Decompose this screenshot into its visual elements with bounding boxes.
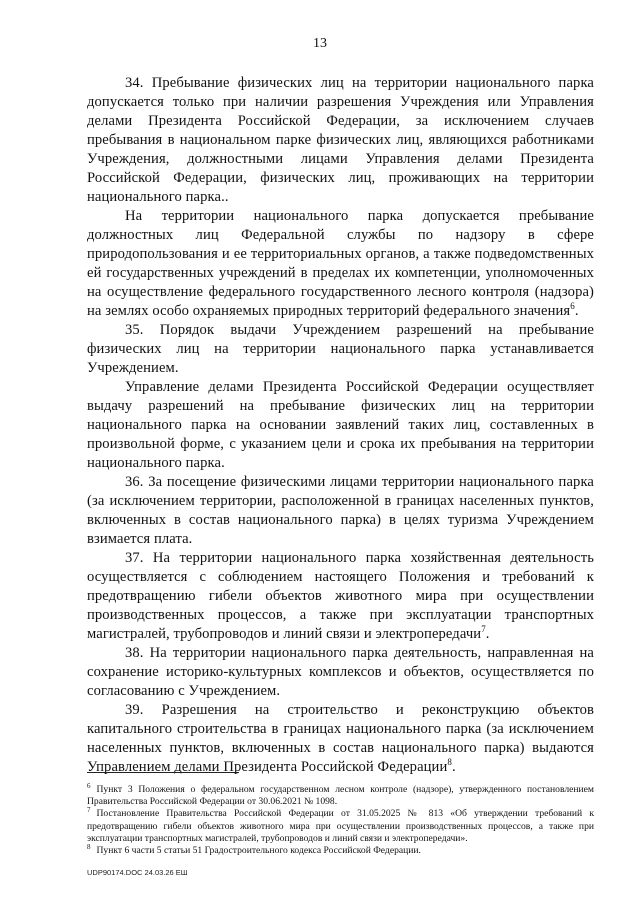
page-number: 13 (313, 36, 327, 51)
paragraph-36: 36. За посещение физическими лицами территории национального парка (за исключением территории, расположенной в границах населенных пунктов, включенных в состав национального парка) в целях туризма Учреждением взимается плата. (87, 474, 594, 547)
document-file-footer: UDP90174.DOC 24.03.26 ЕШ (87, 868, 188, 877)
footnote-7: $^7$ Постановление Правительства Российской Федерации от 31.05.2025 № 813 «Об утверждении требований к предотвращению гибели объектов животного мира при осуществлении производственных процессов, а также при эксплуатации транспортных магистралей, трубопроводов и линий связи и электропередачи». (87, 806, 594, 844)
paragraph-38: 38. На территории национального парка деятельность, направленная на сохранение историко-культурных комплексов и объектов, осуществляется по согласованию с Учреждением. (87, 645, 594, 699)
footnote-separator (87, 772, 239, 773)
footnote-8: $^8$ Пункт 6 части 5 статьи 51 Градостроительного кодекса Российской Федерации. (87, 842, 421, 857)
paragraph-37: 37. На территории национального парка хозяйственная деятельность осуществляется с соблюдением настоящего Положения и требований к предотвращению гибели объектов животного мира при осуществлении производственных процессов, а также при эксплуатации транспортных магистралей, трубопроводов и линий связи и электропередачи$^7$. (87, 550, 594, 642)
footnote-6: $^6$ Пункт 3 Положения о федеральном государственном лесном контроле (надзоре), утвержденного постановлением Правительства Российской Федерации от 30.06.2021 № 1098. (87, 781, 594, 808)
paragraph-34-continued: На территории национального парка допускается пребывание должностных лиц Федеральной службы по надзору в сфере природопользования и ее территориальных органов, а также подведомственных ей государственных учреждений в пределах их компетенции, уполномоченных на осуществление федерального государственного лесного контроля (надзора) на землях особо охраняемых природных территорий федерального значения$^6$. (87, 208, 594, 319)
document-body (87, 74, 594, 777)
paragraph-39: 39. Разрешения на строительство и реконструкцию объектов капитального строительства в границах национального парка (за исключением населенных пунктов, включенных в состав национального парка) выдаются Управлением делами Президента Российской Федерации$^8$. (87, 702, 594, 775)
paragraph-34: 34. Пребывание физических лиц на территории национального парка допускается только при наличии разрешения Учреждения или Управления делами Президента Российской Федерации, за исключением случаев пребывания в национальном парке физических лиц, являющихся работниками Учреждения, должностными лицами Управления делами Президента Российской Федерации, физических лиц, проживающих на территории национального парка.. (87, 75, 594, 205)
paragraph-35: 35. Порядок выдачи Учреждением разрешений на пребывание физических лиц на территории национального парка устанавливается Учреждением. (87, 322, 594, 376)
footnote-ref-8: 8 (447, 757, 452, 768)
footnote-ref-7: 7 (481, 624, 486, 635)
footnote-ref-6: 6 (570, 301, 575, 312)
paragraph-35-continued: Управление делами Президента Российской Федерации осуществляет выдачу разрешений на пребывание физических лиц на территории национального парка на основании заявлений таких лиц, составленных в произвольной форме, с указанием цели и срока их пребывания на территории национального парка. (87, 379, 594, 471)
footnotes (87, 781, 594, 857)
